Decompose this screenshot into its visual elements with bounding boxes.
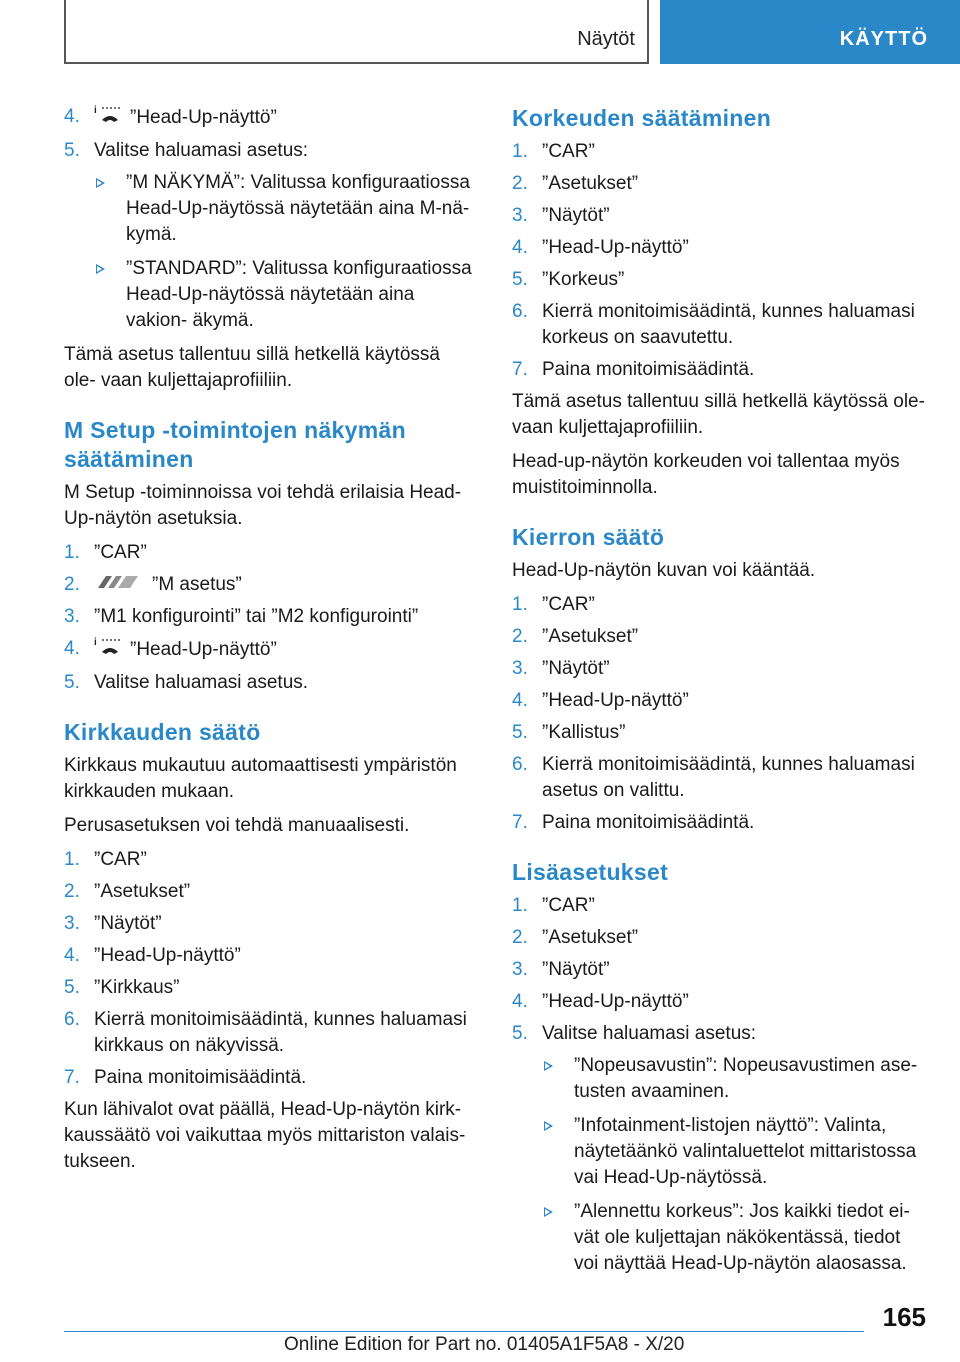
list-item [512,720,926,746]
list-item [64,975,476,1001]
list-item [64,540,476,566]
list-item [512,688,926,714]
right-column [512,104,926,1285]
paragraph: Tämä asetus tallentuu sillä hetkellä käytössä ole‐ vaan kuljettajaprofiiliin. [64,344,440,391]
list-item [512,624,926,650]
step-number: 6. [512,754,528,775]
step-number: 3. [512,959,528,980]
step-text: ”M asetus” [152,574,242,596]
paragraph: Tämä asetus tallentuu sillä hetkellä käytössä ole‐ vaan kuljettajaprofiiliin. [512,391,925,438]
step-number: 5. [64,140,80,161]
section-heading: M Setup -toimintojen näkymän säätäminen [64,417,406,472]
step-text: ”Head-Up-näyttö” [130,107,277,129]
list-item [64,138,476,164]
step-number: 7. [512,812,528,833]
list-item [64,572,476,598]
step-text: Paina monitoimisäädintä. [542,359,755,380]
list-item [512,171,926,197]
list-item [64,670,476,696]
list-item [512,810,926,836]
step-text: ”CAR” [542,895,595,916]
step-number: 4. [64,638,80,660]
section-heading: Lisäasetukset [512,859,669,885]
list-item [512,925,926,951]
list-item [64,911,476,937]
step-text: Kierrä monitoimisäädintä, kunnes haluamasi asetus on valittu. [542,754,915,801]
triangle-bullet-icon [544,1061,553,1071]
header-chapter-label: KÄYTTÖ [839,28,928,50]
list-item [512,957,926,983]
list-item [64,636,476,664]
step-number: 3. [64,913,80,935]
step-text: ”Näytöt” [542,658,610,679]
bullet-item [94,170,476,248]
step-text: ”Korkeus” [542,269,625,290]
step-number: 6. [64,1009,80,1031]
step-number: 5. [512,1023,528,1044]
list-item [64,879,476,905]
step-number: 4. [64,106,80,127]
bullet-item [542,1113,926,1191]
step-number: 2. [64,881,80,903]
section-heading: Kierron säätö [512,524,665,550]
list-item [512,235,926,261]
paragraph: Head-up-näytön korkeuden voi tallentaa myös muistitoiminnolla. [512,451,900,498]
step-text: Kierrä monitoimisäädintä, kunnes haluamasi kirkkaus on näkyvissä. [94,1009,467,1057]
step-number: 2. [512,626,528,647]
step-number: 5. [512,269,528,290]
step-number: 5. [64,977,80,999]
header-section-tab [64,0,649,64]
step-number: 2. [512,173,528,194]
step-text: Paina monitoimisäädintä. [542,812,755,833]
section-heading: Korkeuden säätäminen [512,105,772,131]
head-up-display-icon [94,636,122,664]
step-number: 1. [64,542,80,563]
list-item [64,1065,476,1091]
step-number: 1. [512,141,528,162]
step-text: ”CAR” [94,542,147,563]
list-item [512,267,926,293]
bullet-text: ”Nopeusavustin”: Nopeusavustimen ase‐ tusten avaaminen. [574,1055,918,1102]
triangle-bullet-icon [544,1207,553,1217]
bullet-text: ”M NÄKYMÄ”: Valitussa konfiguraatiossa Head-Up-näytössä näytetään aina M-nä‐ kymä. [126,172,470,245]
list-item [64,1007,476,1059]
step-text: ”Kirkkaus” [94,977,180,999]
triangle-bullet-icon [96,264,105,274]
step-number: 4. [64,945,80,967]
step-text: Kierrä monitoimisäädintä, kunnes haluamasi korkeus on saavutettu. [542,301,915,348]
footer-divider [64,1331,864,1332]
step-text: ”Head-Up-näyttö” [130,639,277,661]
list-item [512,139,926,165]
header-chapter-tab [660,0,960,64]
step-number: 7. [64,1067,80,1089]
list-item [512,752,926,804]
bullet-text: ”STANDARD”: Valitussa konfiguraatiossa Head-Up-näytössä näytetään aina vakion‐ äkymä. [126,258,472,331]
bullet-text: ”Infotainment-listojen näyttö”: Valinta, näytetäänkö valintaluettelot mittaristossa vai Head-Up-näytössä. [574,1115,917,1188]
step-number: 6. [512,301,528,322]
step-number: 2. [512,927,528,948]
list-item [64,604,476,630]
bullet-text: ”Alennettu korkeus”: Jos kaikki tiedot ei‐ vät ole kuljettajan näkökentässä, tiedot voi näyttää Head-Up-näytön alaosassa. [574,1201,910,1274]
list-item [512,592,926,618]
step-number: 5. [64,672,80,694]
step-number: 3. [512,205,528,226]
step-text: ”M1 konfigurointi” tai ”M2 konfigurointi” [94,606,419,628]
list-item [64,104,476,132]
step-number: 1. [64,849,80,871]
step-text: ”CAR” [542,141,595,162]
step-number: 4. [512,991,528,1012]
step-text: ”Näytöt” [94,913,162,935]
step-text: ”CAR” [542,594,595,615]
list-item [512,299,926,351]
list-item [512,989,926,1015]
step-text: ”Asetukset” [542,173,639,194]
list-item [512,357,926,383]
step-number: 1. [512,895,528,916]
step-number: 5. [512,722,528,743]
step-text: ”Asetukset” [542,626,639,647]
page-number: 165 [882,1302,926,1332]
svg-text:i: i [94,105,97,116]
step-number: 7. [512,359,528,380]
step-text: ”CAR” [94,849,147,871]
step-number: 3. [64,606,80,628]
list-item [64,847,476,873]
bullet-list [512,1053,926,1277]
paragraph: M Setup -toiminnoissa voi tehdä erilaisia Head- Up-näytön asetuksia. [64,482,462,529]
step-text: ”Head-Up-näyttö” [542,690,689,711]
step-text: ”Kallistus” [542,722,626,743]
triangle-bullet-icon [96,178,105,188]
list-item [512,893,926,919]
list-item [512,656,926,682]
footer-edition-text: Online Edition for Part no. 01405A1F5A8 - X/20 [284,1334,685,1355]
step-text: Paina monitoimisäädintä. [94,1067,307,1089]
bullet-item [542,1053,926,1105]
svg-text:i: i [94,637,97,649]
step-text: ”Asetukset” [94,881,191,903]
header-section-label: Näytöt [577,28,635,50]
paragraph: Kirkkaus mukautuu automaattisesti ympäristön kirkkauden mukaan. [64,755,457,803]
bullet-item [94,256,476,334]
list-item [512,203,926,229]
step-text: Valitse haluamasi asetus: [542,1023,757,1044]
list-item [64,943,476,969]
head-up-display-icon [94,104,122,132]
paragraph: Kun lähivalot ovat päällä, Head-Up-näytön kirk‐ kaussäätö voi vaikuttaa myös mittariston valais‐ tukseen. [64,1099,466,1173]
paragraph: Head-Up-näytön kuvan voi kääntää. [512,560,816,581]
bullet-list [64,170,476,334]
step-text: ”Head-Up-näyttö” [542,237,689,258]
step-number: 4. [512,237,528,258]
paragraph: Perusasetuksen voi tehdä manuaalisesti. [64,815,410,837]
step-text: ”Näytöt” [542,959,610,980]
list-item [512,1021,926,1047]
step-number: 3. [512,658,528,679]
step-number: 1. [512,594,528,615]
section-heading: Kirkkauden säätö [64,719,261,746]
triangle-bullet-icon [544,1121,553,1131]
step-text: ”Head-Up-näyttö” [542,991,689,1012]
step-number: 2. [64,574,80,595]
m-stripes-icon [94,572,144,598]
step-text: Valitse haluamasi asetus: [94,140,309,161]
step-number: 4. [512,690,528,711]
left-column [64,104,476,1183]
bullet-item [542,1199,926,1277]
step-text: ”Head-Up-näyttö” [94,945,241,967]
step-text: Valitse haluamasi asetus. [94,672,309,694]
step-text: ”Näytöt” [542,205,610,226]
step-text: ”Asetukset” [542,927,639,948]
